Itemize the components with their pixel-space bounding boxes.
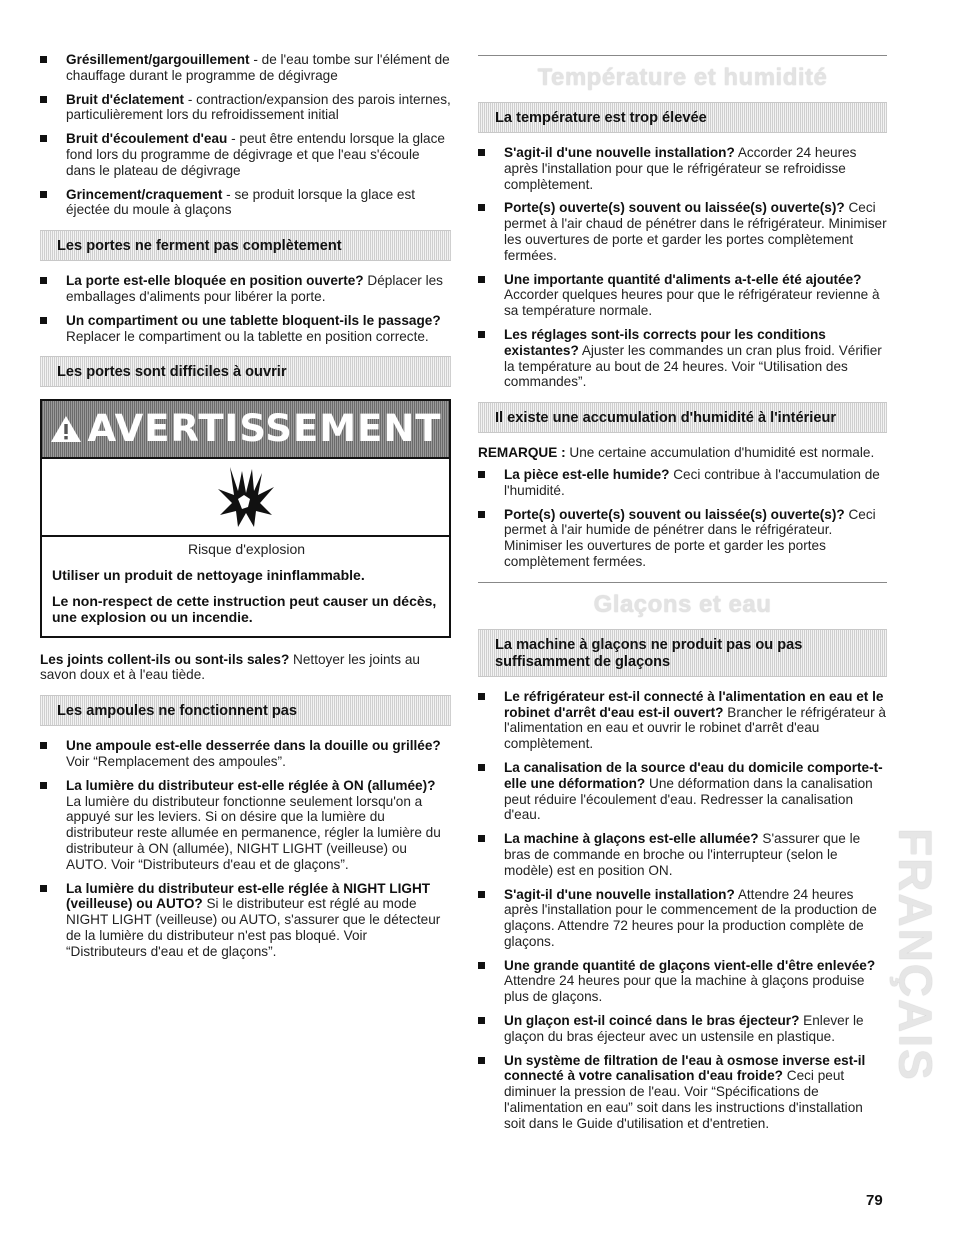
warning-instruction: Utiliser un produit de nettoyage ininflammable. [52,567,365,584]
section-title: Température et humidité [537,64,828,91]
list-item: La lumière du distributeur est-elle réglée à ON (allumée)? La lumière du distributeur fonctionne seulement lorsqu'on a appuyé sur les leviers. Si on désire que la lumière du distributeur reste allumée en permanence, régler la lumière du distributeur à ON (allumée), NIGHT LIGHT (veilleuse) ou AUTO. Voir “Distributeurs d'eau et de glaçons”. [40,778,451,873]
list-item: Les réglages sont-ils corrects pour les conditions existantes? Ajuster les commandes un cran plus froid. Vérifier la température au bout de 24 heures. Voir “Utilisation des commandes”. [478,327,887,390]
warning-header [42,401,449,459]
bullet-icon [40,191,47,198]
explosion-icon [216,465,276,529]
right-column [478,55,887,1140]
bullet-icon [478,693,485,700]
bullet-icon [40,317,47,324]
bullet-icon [40,96,47,103]
page-number: 79 [866,1192,883,1209]
seals-paragraph: Les joints collent-ils ou sont-ils sales? Nettoyer les joints au savon doux et à l'eau tiède. [40,651,420,683]
list-item: La pièce est-elle humide? Ceci contribue à l'accumulation de l'humidité. [478,467,887,499]
section-title: Glaçons et eau [593,590,772,618]
bullet-icon [478,276,485,283]
bullet-icon [478,331,485,338]
language-side-label: FRANÇAIS [889,828,942,1082]
list-item: Une grande quantité de glaçons vient-elle d'être enlevée? Attendre 24 heures pour que la machine à glaçons produise plus de glaçons. [478,958,887,1005]
note-paragraph: REMARQUE : Une certaine accumulation d'humidité est normale. [478,445,875,461]
bullet-icon [478,511,485,518]
noise-list [40,52,451,218]
section-heading: Les portes ne ferment pas complètement [40,230,451,261]
bullet-icon [478,204,485,211]
list-item: Grincement/craquement - se produit lorsque la glace est éjectée du moule à glaçons [40,187,451,219]
bullet-icon [478,962,485,969]
bullet-icon [40,782,47,789]
warning-title: AVERTISSEMENT [87,407,442,451]
warning-triangle-icon [49,414,83,444]
list-item: Un système de filtration de l'eau à osmose inverse est-il connecté à votre canalisation d'eau froide? Ceci peut diminuer la pression de l'eau. Voir “Spécifications de l'alimentation en eau” soit dans les instructions d'installation soit dans le Guide d'utilisation et d'entretien. [478,1053,887,1132]
bullet-icon [478,471,485,478]
list-item: Une ampoule est-elle desserrée dans la douille ou grillée? Voir “Remplacement des ampoules”. [40,738,451,770]
list-item: Un compartiment ou une tablette bloquent-ils le passage? Replacer le compartiment ou la tablette en position correcte. [40,313,451,345]
bullet-icon [40,742,47,749]
bullet-icon [478,1017,485,1024]
section-heading: La machine à glaçons ne produit pas ou pas suffisamment de glaçons [478,629,887,677]
left-column [40,52,451,968]
list-item: La porte est-elle bloquée en position ouverte? Déplacer les emballages d'aliments pour libérer la porte. [40,273,451,305]
bullet-icon [40,277,47,284]
list-item: Bruit d'écoulement d'eau - peut être entendu lorsque la glace fond lors du programme de dégivrage et que l'eau s'écoule dans le plateau de dégivrage [40,131,451,178]
list-item: Une importante quantité d'aliments a-t-elle été ajoutée? Accorder quelques heures pour que le réfrigérateur revienne à sa température normale. [478,272,887,319]
bullet-icon [478,149,485,156]
warning-box [40,399,451,637]
warning-consequence: Le non-respect de cette instruction peut causer un décès, une explosion ou un incendie. [52,592,437,625]
list-item: Bruit d'éclatement - contraction/expansion des parois internes, particulièrement lors du refroidissement initial [40,92,451,124]
bullet-icon [478,764,485,771]
list-item: Grésillement/gargouillement - de l'eau tombe sur l'élément de chauffage durant le programme de dégivrage [40,52,451,84]
section-heading: Les ampoules ne fonctionnent pas [40,695,451,726]
list-item: Le réfrigérateur est-il connecté à l'alimentation en eau et le robinet d'arrêt d'eau est-il ouvert? Brancher le réfrigérateur à l'alimentation en eau et ouvrir le robinet d'arrêt d'eau complètement. [478,689,887,752]
section-heading: Les portes sont difficiles à ouvrir [40,356,451,387]
list-item: Porte(s) ouverte(s) souvent ou laissée(s) ouverte(s)? Ceci permet à l'air humide de pénétrer dans le réfrigérateur. Minimiser les ouvertures de porte et garder les portes complètement fermées. [478,507,887,570]
bullet-icon [40,135,47,142]
list-item: La machine à glaçons est-elle allumée? S'assurer que le bras de commande en broche ou l'interrupteur (selon le modèle) est en position ON. [478,831,887,878]
bullet-icon [40,56,47,63]
list-item: La canalisation de la source d'eau du domicile comporte-t-elle une déformation? Une déformation dans la canalisation peut réduire l'écoulement d'eau. Redresser la canalisation d'eau. [478,760,887,823]
warning-risk: Risque d'explosion [187,541,306,558]
list-item: S'agit-il d'une nouvelle installation? Accorder 24 heures après l'installation pour que le réfrigérateur se refroidisse complètement. [478,145,887,192]
bullet-icon [478,1057,485,1064]
section-heading: Il existe une accumulation d'humidité à l'intérieur [478,402,887,433]
bullet-icon [478,835,485,842]
list-item: La lumière du distributeur est-elle réglée à NIGHT LIGHT (veilleuse) ou AUTO? Si le distributeur est réglé au mode NIGHT LIGHT (veilleuse) ou AUTO, s'assurer que le détecteur de la lumière du distributeur n'est pas bloqué. Voir “Distributeurs d'eau et de glaçons”. [40,881,451,960]
bullet-icon [40,885,47,892]
bullet-icon [478,891,485,898]
list-item: S'agit-il d'une nouvelle installation? Attendre 24 heures après l'installation pour le commencement de la production de glaçons. Attendre 72 heures pour la production complète de glaçons. [478,887,887,950]
section-heading: La température est trop élevée [478,102,887,133]
list-item: Un glaçon est-il coincé dans le bras éjecteur? Enlever le glaçon du bras éjecteur avec un ustensile en plastique. [478,1013,887,1045]
list-item: Porte(s) ouverte(s) souvent ou laissée(s) ouverte(s)? Ceci permet à l'air chaud de pénétrer dans le réfrigérateur. Minimiser les ouvertures de porte et garder les portes complètement fermées. [478,200,887,263]
